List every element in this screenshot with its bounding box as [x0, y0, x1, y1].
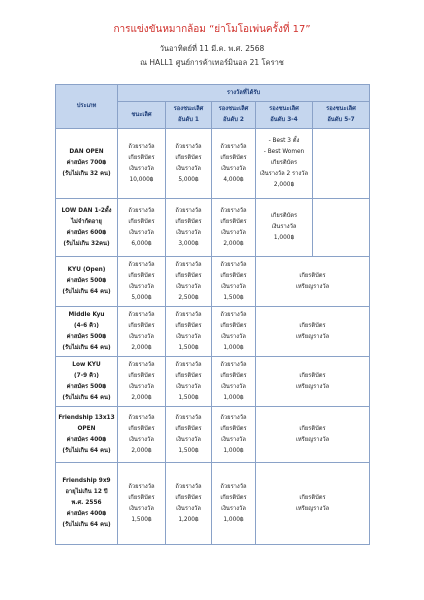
table-row	[56, 463, 370, 545]
prize-line: เงินรางวัล	[129, 165, 154, 172]
category-line: ไม่จำกัดอายุ	[71, 218, 102, 225]
prize-group-header: รางวัลที่ได้รับ	[118, 85, 370, 102]
category-line: พ.ศ. 2556	[71, 500, 102, 506]
prize-line: เกียรติบัตร	[299, 372, 326, 379]
prize-cell	[118, 199, 166, 257]
table-row	[56, 407, 370, 463]
category-line: (7-9 คิว)	[74, 372, 99, 379]
category-line: Middle Kyu	[68, 311, 105, 318]
prize-line: เกียรติบัตร	[128, 272, 155, 279]
prize-line: เกียรติบัตร	[175, 218, 202, 225]
prize-line: ถ้วยรางวัล	[220, 361, 247, 368]
prize-line: ถ้วยรางวัล	[220, 143, 247, 150]
prize-cell-merged	[256, 257, 370, 307]
prize-line: 5,000฿	[131, 294, 152, 301]
category-line: DAN OPEN	[69, 149, 104, 155]
category-line: (รับไม่เกิน 64 คน)	[62, 522, 111, 528]
prize-line: เงินรางวัล	[176, 283, 201, 290]
prize-cell	[212, 129, 256, 199]
prize-cell	[166, 199, 212, 257]
prize-line: เกียรติบัตร	[175, 372, 202, 379]
prize-line: ถ้วยรางวัล	[128, 483, 155, 490]
category-line: ค่าสมัคร 400฿	[66, 511, 107, 517]
prize-line: ถ้วยรางวัล	[175, 261, 202, 268]
prize-line: ถ้วยรางวัล	[175, 207, 202, 214]
column-header-line: อันดับ 5-7	[327, 117, 355, 123]
prize-line: 1,500฿	[131, 516, 152, 523]
prize-line: เหรียญรางวัล	[295, 283, 330, 290]
prize-cell	[256, 199, 313, 257]
prize-line: 2,000฿	[131, 394, 152, 401]
category-cell	[56, 357, 118, 407]
prize-line: เหรียญรางวัล	[295, 505, 330, 512]
prize-cell	[313, 199, 370, 257]
category-line: (รับไม่เกิน 64 คน)	[62, 289, 111, 295]
prize-line: เงินรางวัล	[129, 229, 154, 236]
column-header	[212, 102, 256, 129]
prize-line: เกียรติบัตร	[270, 213, 298, 219]
event-venue: ณ HALL1 ศูนย์การค้าเทอร์มินอล 21 โคราช	[140, 58, 284, 67]
prize-cell	[118, 257, 166, 307]
prize-line: ถ้วยรางวัล	[175, 483, 202, 490]
category-line: LOW DAN 1-2ดั้ง	[61, 207, 112, 214]
prize-line: เงินรางวัล	[176, 333, 201, 340]
prize-cell	[166, 357, 212, 407]
category-line: (รับไม่เกิน 32 คน)	[62, 171, 111, 177]
prize-line: 1,000฿	[223, 344, 244, 351]
prize-line: 1,200฿	[178, 516, 199, 523]
prize-line: เงินรางวัล	[221, 165, 246, 172]
prize-line: เงินรางวัล	[129, 283, 154, 290]
category-cell	[56, 257, 118, 307]
prize-line: เกียรติบัตร	[175, 425, 202, 432]
prize-cell	[212, 463, 256, 545]
prize-line: 1,000฿	[223, 516, 244, 523]
prize-line: เงินรางวัล	[176, 505, 201, 512]
prize-line: เงินรางวัล	[176, 383, 201, 390]
prize-cell	[256, 129, 313, 199]
prize-cell	[166, 257, 212, 307]
prize-cell	[212, 357, 256, 407]
prize-cell	[212, 199, 256, 257]
prize-cell	[313, 129, 370, 199]
prize-line: เกียรติบัตร	[299, 494, 326, 501]
category-line: Low KYU	[72, 361, 101, 368]
prize-line: เกียรติบัตร	[128, 372, 155, 379]
prize-line: ถ้วยรางวัล	[175, 361, 202, 368]
column-header-line: ชนะเลิศ	[131, 111, 152, 118]
column-header	[256, 102, 313, 129]
table-row	[56, 257, 370, 307]
table-row	[56, 129, 370, 199]
prize-line: เกียรติบัตร	[220, 494, 247, 501]
prize-line: เหรียญรางวัล	[295, 333, 330, 340]
prize-line: เกียรติบัตร	[128, 494, 155, 501]
column-header-line: รองชนะเลิศ	[173, 106, 204, 112]
prize-line: เกียรติบัตร	[220, 425, 247, 432]
category-header: ประเภท	[56, 85, 118, 129]
prize-cell	[166, 407, 212, 463]
prize-cell	[118, 307, 166, 357]
prize-line: เงินรางวัล	[176, 436, 201, 443]
column-header-line: รองชนะเลิศ	[269, 106, 299, 112]
prize-line: เงินรางวัล	[221, 229, 246, 236]
prize-cell-merged	[256, 357, 370, 407]
prize-line: เงินรางวัล	[221, 333, 246, 340]
prize-line: 2,000฿	[223, 240, 244, 247]
category-line: ค่าสมัคร 500฿	[66, 383, 107, 390]
category-line: Friendship 13x13	[58, 414, 115, 421]
prize-line: เกียรติบัตร	[175, 154, 202, 161]
prize-cell	[118, 129, 166, 199]
column-header-line: รองชนะเลิศ	[326, 106, 356, 112]
prize-line: 2,000฿	[131, 447, 152, 454]
prize-line: เงินรางวัล	[129, 436, 154, 443]
document-title: การแข่งขันหมากล้อม “ย่าโมโอเพ่นครั้งที่ 17”	[113, 24, 311, 35]
prize-line: 2,000฿	[131, 344, 152, 351]
category-line: (4-6 คิว)	[74, 322, 99, 329]
category-cell	[56, 407, 118, 463]
prize-line: เงินรางวัล	[271, 224, 297, 230]
prize-line: ถ้วยรางวัล	[220, 483, 247, 490]
column-header	[313, 102, 370, 129]
prize-line: เงินรางวัล	[129, 383, 154, 390]
category-line: ค่าสมัคร 700฿	[66, 160, 107, 166]
prize-line: เหรียญรางวัล	[295, 436, 330, 443]
prize-line: ถ้วยรางวัล	[128, 414, 155, 421]
prize-cell	[166, 463, 212, 545]
prize-line: เกียรติบัตร	[128, 218, 155, 225]
prize-line: เงินรางวัล 2 รางวัล	[259, 171, 309, 177]
prize-line: ถ้วยรางวัล	[220, 311, 247, 318]
prize-line: ถ้วยรางวัล	[220, 261, 247, 268]
prize-line: เกียรติบัตร	[220, 272, 247, 279]
prize-line: ถ้วยรางวัล	[128, 261, 155, 268]
prize-line: 2,000฿	[273, 182, 295, 188]
column-header-line: อันดับ 3-4	[270, 117, 298, 123]
prize-line: เกียรติบัตร	[220, 372, 247, 379]
prize-line: 1,500฿	[223, 294, 244, 301]
column-header	[166, 102, 212, 129]
prize-line: เงินรางวัล	[221, 505, 246, 512]
prize-line: เกียรติบัตร	[175, 322, 202, 329]
prize-line: เงินรางวัล	[129, 333, 154, 340]
prize-cell	[118, 357, 166, 407]
prize-line: ถ้วยรางวัล	[175, 414, 202, 421]
category-cell	[56, 199, 118, 257]
prize-line: เกียรติบัตร	[128, 425, 155, 432]
prize-line: เกียรติบัตร	[220, 218, 247, 225]
prize-line: - Best Women	[263, 149, 305, 155]
prize-line: 5,000฿	[178, 176, 199, 183]
column-header-line: รองชนะเลิศ	[218, 106, 249, 112]
prize-line: 2,500฿	[178, 294, 199, 301]
prize-line: เกียรติบัตร	[299, 322, 326, 329]
prize-line: 6,000฿	[131, 240, 152, 247]
prize-line: 1,000฿	[223, 394, 244, 401]
category-line: (รับไม่เกิน 64 คน)	[62, 447, 111, 454]
prize-line: เงินรางวัล	[129, 505, 154, 512]
prize-line: ถ้วยรางวัล	[128, 207, 155, 214]
prize-cell	[212, 407, 256, 463]
prize-line: เงินรางวัล	[221, 283, 246, 290]
prize-line: 1,000฿	[223, 447, 244, 454]
category-cell	[56, 307, 118, 357]
prize-line: เงินรางวัล	[221, 383, 246, 390]
prize-line: 1,500฿	[178, 344, 199, 351]
category-line: OPEN	[77, 425, 96, 432]
prize-line: 1,000฿	[273, 235, 295, 241]
category-line: ค่าสมัคร 400฿	[66, 436, 107, 443]
prize-line: 10,000฿	[129, 176, 154, 183]
prize-line: เกียรติบัตร	[175, 272, 202, 279]
prize-line: 3,000฿	[178, 240, 199, 247]
prize-cell	[118, 463, 166, 545]
event-date: วันอาทิตย์ที่ 11 มี.ค. พ.ศ. 2568	[159, 44, 265, 53]
prize-line: เกียรติบัตร	[128, 322, 155, 329]
prize-line: ถ้วยรางวัล	[175, 311, 202, 318]
category-line: KYU (Open)	[67, 267, 106, 273]
prize-line: ถ้วยรางวัล	[128, 143, 155, 150]
prize-line: เกียรติบัตร	[220, 322, 247, 329]
prize-line: เงินรางวัล	[176, 165, 201, 172]
prize-cell-merged	[256, 463, 370, 545]
category-line: ค่าสมัคร 500฿	[66, 333, 107, 340]
column-header	[118, 102, 166, 129]
prize-line: ถ้วยรางวัล	[220, 414, 247, 421]
table-row	[56, 357, 370, 407]
category-line: ค่าสมัคร 500฿	[66, 278, 107, 284]
prize-cell-merged	[256, 407, 370, 463]
prize-line: ถ้วยรางวัล	[175, 143, 202, 150]
prize-line: เหรียญรางวัล	[295, 383, 330, 390]
prize-line: 1,500฿	[178, 447, 199, 454]
prize-line: เกียรติบัตร	[220, 154, 247, 161]
category-line: ค่าสมัคร 600฿	[66, 229, 107, 236]
prize-line: เกียรติบัตร	[299, 272, 326, 279]
category-line: (รับไม่เกิน 64 คน)	[62, 394, 111, 401]
table-row	[56, 307, 370, 357]
prize-line: เงินรางวัล	[221, 436, 246, 443]
prize-cell	[212, 307, 256, 357]
prize-line: 4,000฿	[223, 176, 244, 183]
prize-line: ถ้วยรางวัล	[220, 207, 247, 214]
category-line: (รับไม่เกิน 32คน)	[63, 240, 110, 247]
prize-line: 1,500฿	[178, 394, 199, 401]
prize-line: เกียรติบัตร	[175, 494, 202, 501]
prize-line: ถ้วยรางวัล	[128, 361, 155, 368]
column-header-line: อันดับ 2	[223, 117, 244, 123]
table-row	[56, 199, 370, 257]
category-line: อายุไม่เกิน 12 ปี	[65, 489, 108, 495]
prize-line: เกียรติบัตร	[299, 425, 326, 432]
column-header-line: อันดับ 1	[178, 117, 199, 123]
prize-line: เกียรติบัตร	[270, 160, 298, 166]
prize-cell-merged	[256, 307, 370, 357]
category-line: (รับไม่เกิน 64 คน)	[62, 344, 111, 351]
prize-line: ถ้วยรางวัล	[128, 311, 155, 318]
prize-cell	[166, 307, 212, 357]
prize-line: เกียรติบัตร	[128, 154, 155, 161]
prize-cell	[166, 129, 212, 199]
prize-cell	[212, 257, 256, 307]
prize-line: เงินรางวัล	[176, 229, 201, 236]
category-line: Friendship 9x9	[62, 478, 111, 484]
category-cell	[56, 129, 118, 199]
prize-cell	[118, 407, 166, 463]
category-cell	[56, 463, 118, 545]
prize-table	[55, 84, 370, 545]
prize-line: - Best 3 ตั้ง	[268, 138, 300, 144]
